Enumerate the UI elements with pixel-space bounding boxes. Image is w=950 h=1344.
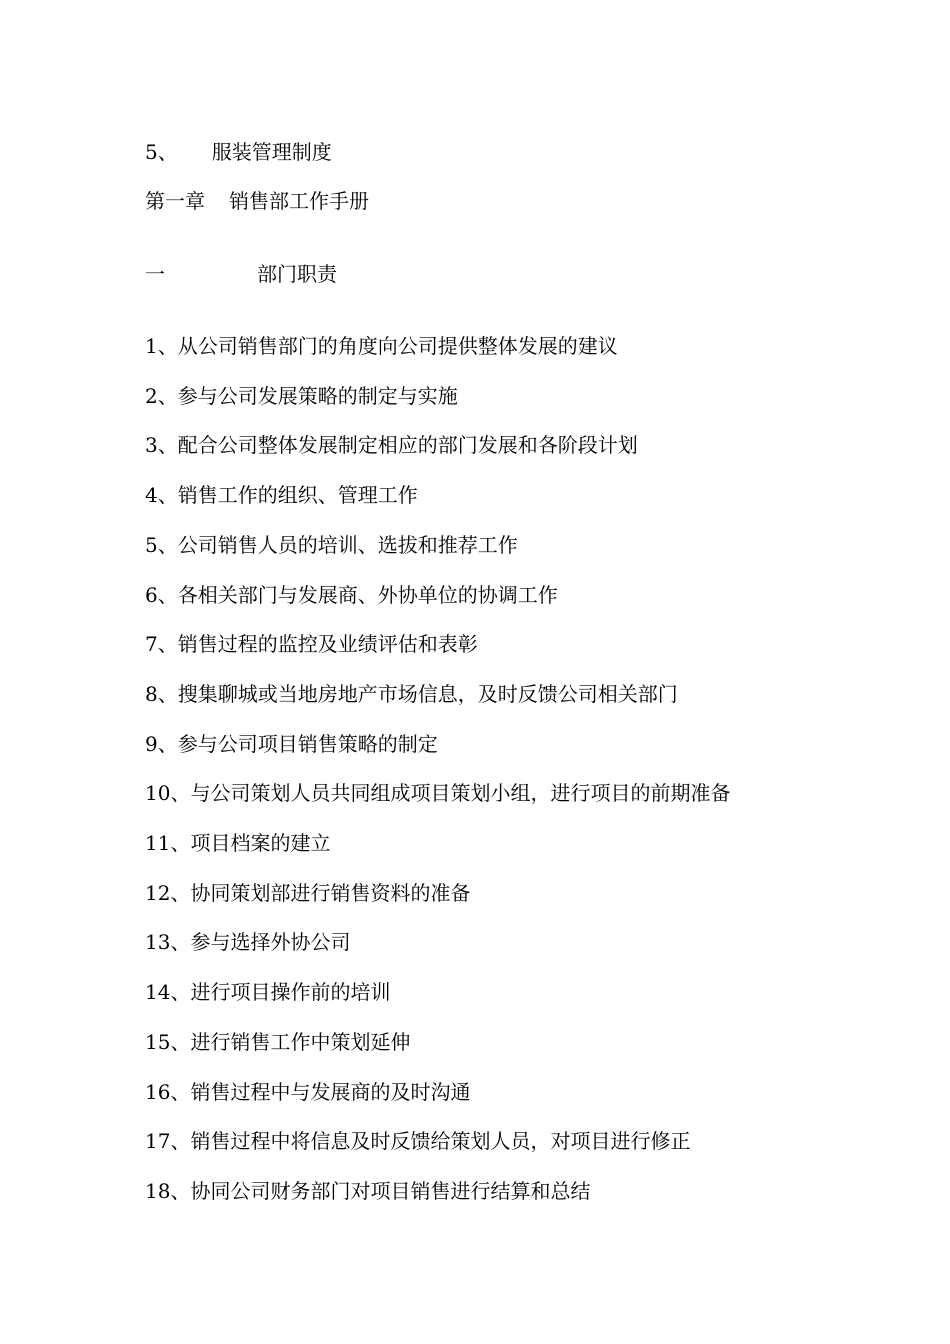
- list-item: 13、参与选择外协公司: [145, 930, 351, 955]
- list-item: 4、销售工作的组织、管理工作: [145, 483, 418, 508]
- section-number: 一: [145, 262, 165, 286]
- list-item: 3、配合公司整体发展制定相应的部门发展和各阶段计划: [145, 433, 638, 458]
- list-item: 9、参与公司项目销售策略的制定: [145, 731, 438, 756]
- chapter-label: 第一章: [145, 189, 205, 213]
- heading-number: 5、: [145, 140, 178, 164]
- list-item: 17、销售过程中将信息及时反馈给策划人员，对项目进行修正: [145, 1129, 691, 1154]
- heading-line: [145, 139, 332, 165]
- list-item: 11、项目档案的建立: [145, 831, 331, 855]
- list-item: 10、与公司策划人员共同组成项目策划小组，进行项目的前期准备: [145, 781, 731, 806]
- chapter-line: [145, 188, 369, 214]
- list-item: 5、公司销售人员的培训、选拔和推荐工作: [145, 532, 518, 557]
- list-item: 12、协同策划部进行销售资料的准备: [145, 880, 471, 905]
- section-line: [145, 261, 337, 287]
- list-item: 1、从公司销售部门的角度向公司提供整体发展的建议: [145, 334, 618, 358]
- chapter-title: 销售部工作手册: [229, 189, 369, 213]
- heading-title: 服装管理制度: [211, 140, 332, 164]
- list-item: 14、进行项目操作前的培训: [145, 980, 391, 1005]
- list-item: 18、协同公司财务部门对项目销售进行结算和总结: [145, 1178, 591, 1203]
- list-item: 8、搜集聊城或当地房地产市场信息，及时反馈公司相关部门: [145, 681, 678, 706]
- list-item: 7、销售过程的监控及业绩评估和表彰: [145, 632, 478, 657]
- list-item: 15、进行销售工作中策划延伸: [145, 1029, 411, 1054]
- list-item: 2、参与公司发展策略的制定与实施: [145, 383, 458, 408]
- section-title: 部门职责: [257, 262, 337, 286]
- list-item: 6、各相关部门与发展商、外协单位的协调工作: [145, 582, 558, 607]
- list-item: 16、销售过程中与发展商的及时沟通: [145, 1079, 471, 1104]
